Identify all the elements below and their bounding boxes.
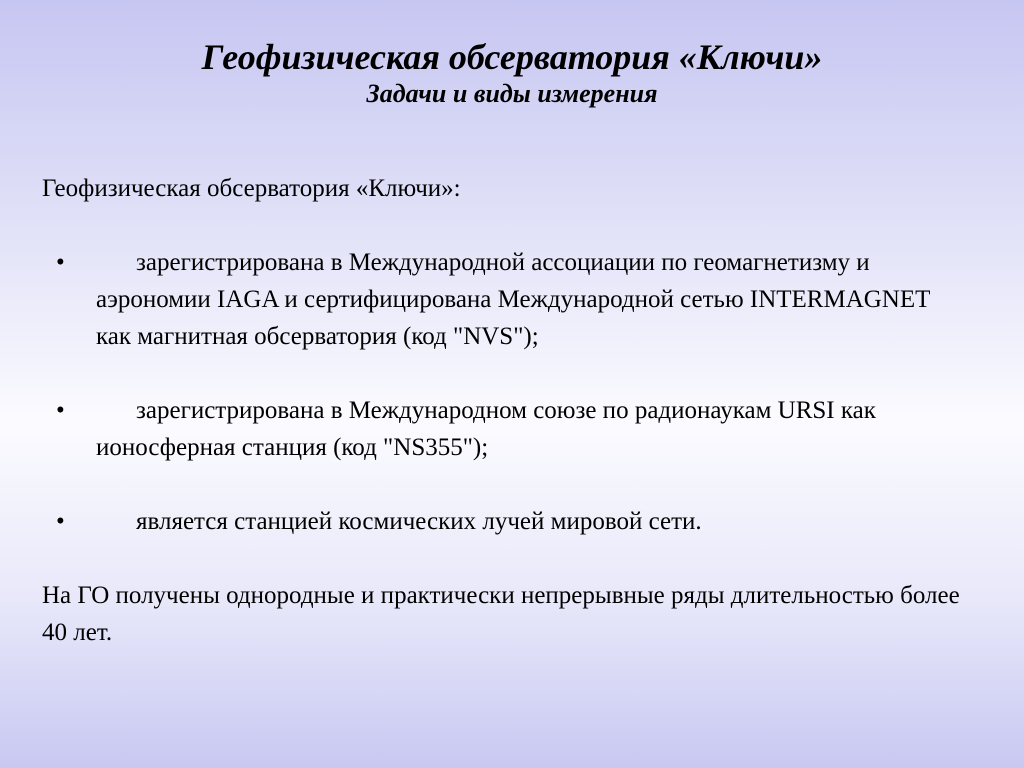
bullet-marker: • xyxy=(56,508,65,535)
bullet-text: зарегистрирована в Международной ассоциации по геомагнетизму и аэрономии IAGA и сертифицирована Международной сетью INTERMAGNET как магнитная обсерватория (код "NVS"); xyxy=(96,249,930,350)
bullet-item xyxy=(56,503,962,540)
bullet-marker: • xyxy=(56,397,65,424)
bullet-marker: • xyxy=(56,249,65,276)
outro-text: На ГО получены однородные и практически непрерывные ряды длительностью более 40 лет. xyxy=(42,582,960,646)
slide-subtitle: Задачи и виды измерения xyxy=(366,79,658,108)
title-block xyxy=(0,36,1024,110)
bullet-item xyxy=(56,244,962,355)
intro-text: Геофизическая обсерватория «Ключи»: xyxy=(42,175,461,202)
bullet-text: зарегистрирована в Международном союзе по радионаукам URSI как ионосферная станция (код "NS355"); xyxy=(96,397,876,461)
bullet-item xyxy=(56,392,962,466)
slide-content xyxy=(42,170,962,651)
slide-title: Геофизическая обсерватория «Ключи» xyxy=(201,37,823,77)
bullet-text: является станцией космических лучей мировой сети. xyxy=(136,508,702,535)
bullet-list xyxy=(42,244,962,540)
